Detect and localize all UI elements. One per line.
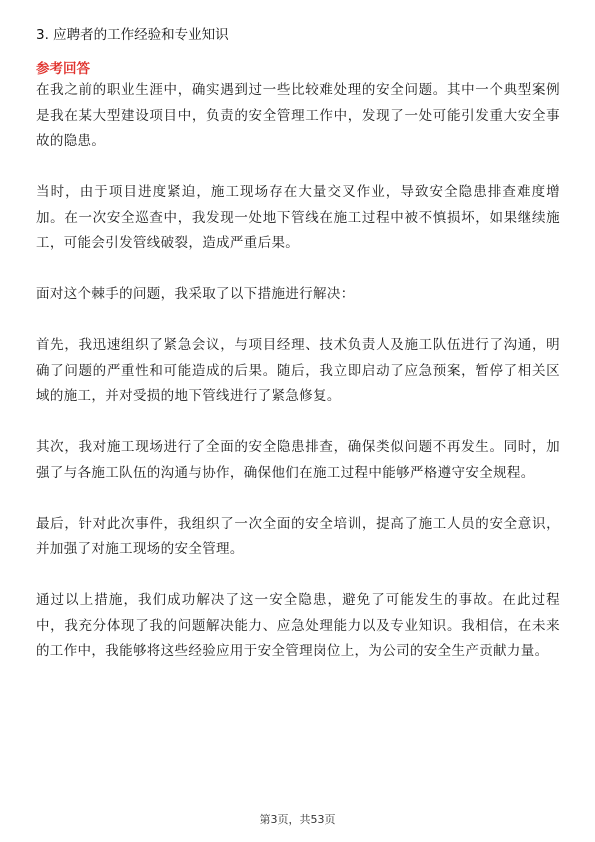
answer-label: 参考回答: [36, 61, 90, 77]
page-number-footer: 第3页，共53页: [259, 813, 336, 826]
page-content: [36, 24, 560, 665]
answer-paragraph-4: 首先，我迅速组织了紧急会议，与项目经理、技术负责人及施工队伍进行了沟通，明确了问题的严重性和可能造成的后果。随后，我立即启动了应急预案，暂停了相关区域的施工，并对受损的地下管线进行了紧急修复。: [36, 337, 560, 404]
answer-paragraph-6: 最后，针对此次事件，我组织了一次全面的安全培训，提高了施工人员的安全意识，并加强了对施工现场的安全管理。: [36, 515, 560, 557]
question-heading: 3. 应聘者的工作经验和专业知识: [36, 27, 229, 43]
answer-paragraph-1: 在我之前的职业生涯中，确实遇到过一些比较难处理的安全问题。其中一个典型案例是我在某大型建设项目中，负责的安全管理工作中，发现了一处可能引发重大安全事故的隐患。: [36, 82, 560, 149]
answer-paragraph-2: 当时，由于项目进度紧迫，施工现场存在大量交叉作业，导致安全隐患排查难度增加。在一次安全巡查中，我发现一处地下管线在施工过程中被不慎损坏，如果继续施工，可能会引发管线破裂，造成严重后果。: [36, 184, 560, 251]
answer-paragraph-5: 其次，我对施工现场进行了全面的安全隐患排查，确保类似问题不再发生。同时，加强了与各施工队伍的沟通与协作，确保他们在施工过程中能够严格遵守安全规程。: [36, 439, 560, 481]
answer-paragraph-7: 通过以上措施，我们成功解决了这一安全隐患，避免了可能发生的事故。在此过程中，我充分体现了我的问题解决能力、应急处理能力以及专业知识。我相信，在未来的工作中，我能够将这些经验应用于安全管理岗位上，为公司的安全生产贡献力量。: [36, 592, 560, 659]
answer-paragraph-3: 面对这个棘手的问题，我采取了以下措施进行解决：: [36, 286, 355, 302]
